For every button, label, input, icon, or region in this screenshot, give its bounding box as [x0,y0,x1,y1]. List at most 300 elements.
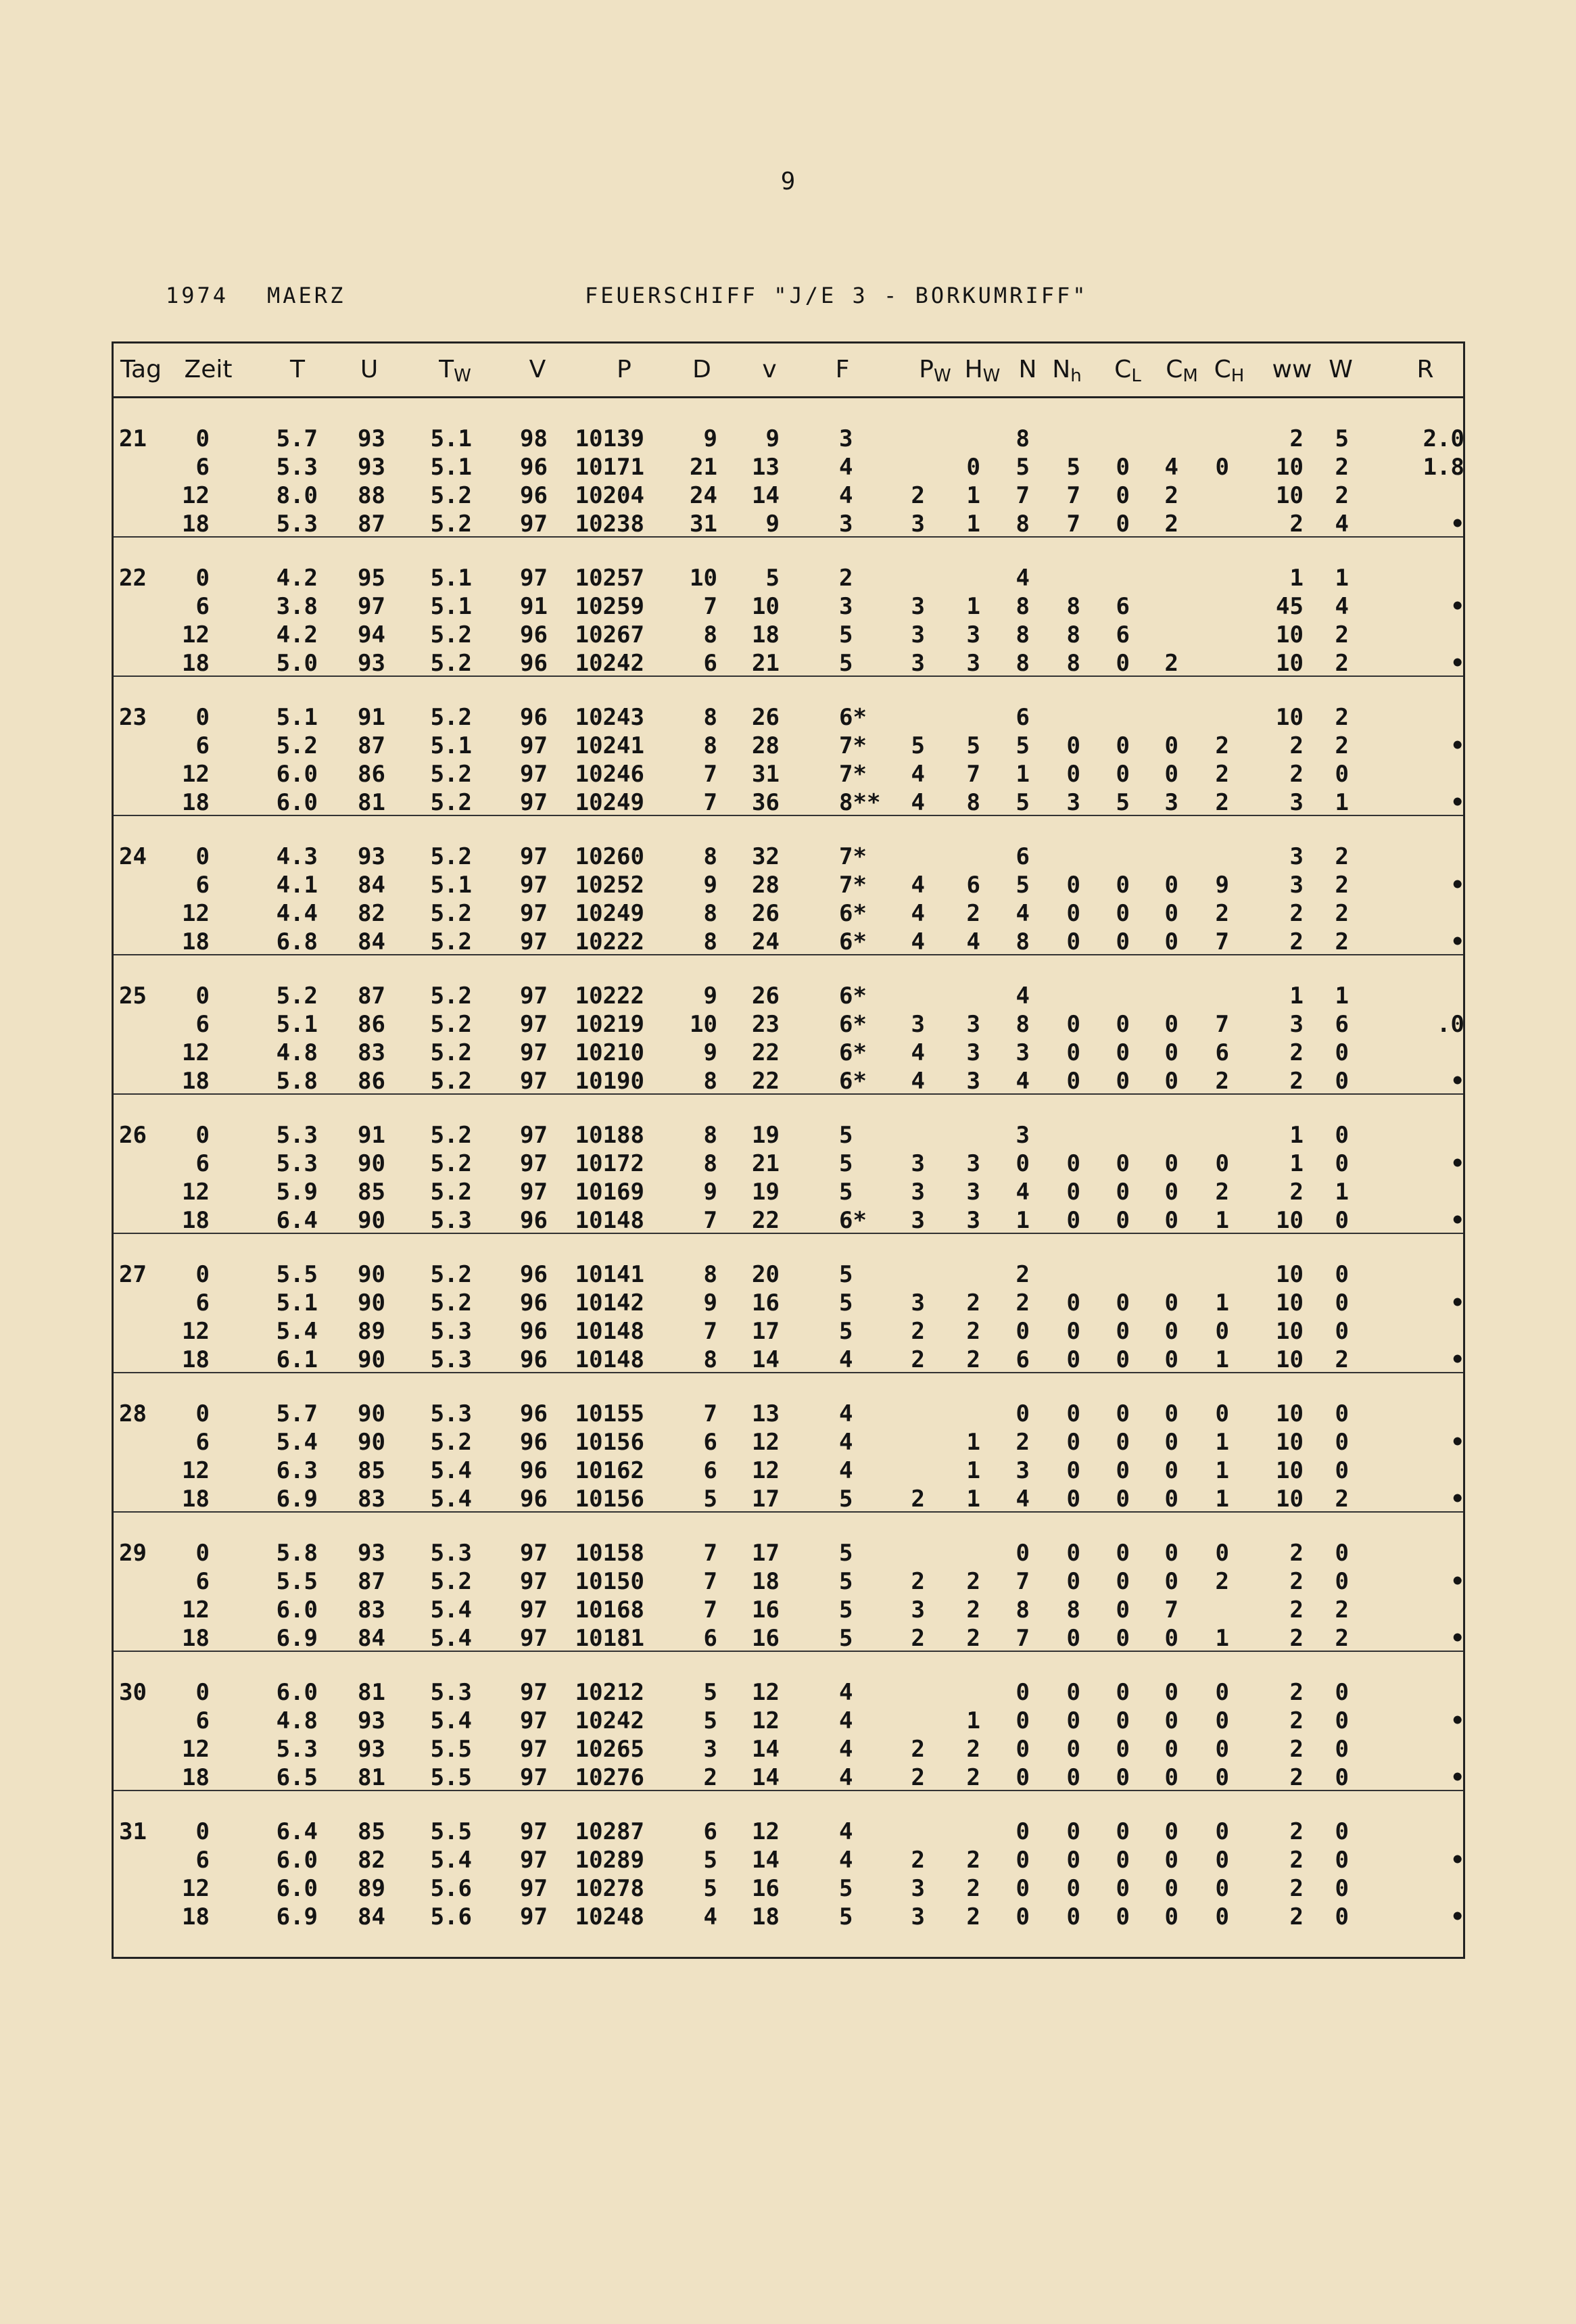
cell-d: 9 [703,1039,717,1066]
cell-ww: 2 [1289,1764,1304,1791]
cell-zeit: 6 [195,1429,210,1456]
cell-v: 97 [520,1764,548,1791]
cell-zeit: 6 [195,1568,210,1595]
col-r: R [1416,356,1434,383]
cell-v: 97 [520,872,548,899]
cell-hw: 2 [966,1736,980,1763]
col-pw-main: P [919,356,934,383]
cell-cl: 0 [1116,1736,1130,1763]
cell-tw: 5.4 [430,1847,472,1874]
cell-pw: 3 [911,1903,925,1930]
cell-hw: 1 [966,1429,980,1456]
cell-v: 97 [520,789,548,816]
cell-pw: 2 [911,482,925,509]
cell-t: 5.3 [276,1122,318,1149]
cell-w: 2 [1335,732,1349,759]
cell-vv: 22 [752,1039,780,1066]
cell-f: 3 [839,511,853,538]
cell-vv: 18 [752,621,780,648]
cell-zeit: 12 [182,1457,210,1484]
col-u: U [360,356,379,383]
cell-r: • [1450,1568,1464,1595]
cell-vv: 26 [752,704,780,731]
col-nh-main: N [1052,356,1071,383]
col-n: N [1018,356,1037,383]
cell-hw: 3 [966,1179,980,1206]
cell-u: 86 [358,761,385,788]
cell-v: 97 [520,1179,548,1206]
cell-p: 10260 [575,843,644,870]
cell-nh: 0 [1066,1289,1080,1317]
cell-vv: 16 [752,1625,780,1652]
cell-pw: 4 [911,1039,925,1066]
cell-pw: 4 [911,789,925,816]
cell-f: 6* [839,1039,867,1066]
cell-cm: 0 [1164,1486,1178,1513]
cell-d: 9 [703,1289,717,1317]
cell-d: 7 [703,1540,717,1567]
cell-tw: 5.2 [430,1122,472,1149]
cell-tw: 5.5 [430,1818,472,1845]
cell-p: 10139 [575,425,644,452]
cell-pw: 4 [911,872,925,899]
cell-p: 10242 [575,650,644,677]
cell-pw: 2 [911,1764,925,1791]
cell-nh: 0 [1066,1429,1080,1456]
cell-r: • [1450,1486,1464,1513]
cell-pw: 4 [911,1068,925,1095]
cell-ch: 2 [1215,761,1229,788]
cell-cl: 0 [1116,1289,1130,1317]
cell-vv: 14 [752,482,780,509]
cell-tw: 5.1 [430,425,472,452]
cell-nh: 0 [1066,1736,1080,1763]
cell-tw: 5.2 [430,482,472,509]
cell-u: 90 [358,1289,385,1317]
cell-n: 8 [1016,511,1030,538]
cell-d: 5 [703,1486,717,1513]
cell-hw: 3 [966,1068,980,1095]
cell-cm: 0 [1164,900,1178,927]
cell-pw: 2 [911,1736,925,1763]
cell-u: 89 [358,1875,385,1902]
cell-hw: 3 [966,1150,980,1177]
cell-vv: 17 [752,1318,780,1345]
cell-zeit: 12 [182,1179,210,1206]
cell-hw: 7 [966,761,980,788]
cell-f: 8** [839,789,881,816]
cell-f: 5 [839,1261,853,1288]
cell-w: 0 [1335,1568,1349,1595]
cell-v: 97 [520,511,548,538]
cell-f: 5 [839,621,853,648]
cell-p: 10150 [575,1568,644,1595]
cell-cl: 0 [1116,1429,1130,1456]
cell-u: 84 [358,1625,385,1652]
cell-nh: 0 [1066,1540,1080,1567]
cell-w: 0 [1335,1903,1349,1930]
table-row [114,1457,1463,1486]
cell-p: 10278 [575,1875,644,1902]
cell-cm: 0 [1164,1289,1178,1317]
cell-d: 9 [703,872,717,899]
cell-cl: 0 [1116,1068,1130,1095]
cell-tw: 5.3 [430,1400,472,1427]
cell-d: 2 [703,1764,717,1791]
column-header-row [114,343,1463,398]
cell-ww: 2 [1289,732,1304,759]
cell-ww: 2 [1289,1568,1304,1595]
cell-t: 6.8 [276,928,318,955]
cell-ch: 0 [1215,1847,1229,1874]
cell-v: 97 [520,982,548,1010]
cell-r: • [1450,1289,1464,1317]
cell-ch: 1 [1215,1429,1229,1456]
cell-d: 7 [703,1207,717,1234]
cell-w: 2 [1335,621,1349,648]
cell-u: 86 [358,1068,385,1095]
table-row [114,1179,1463,1207]
cell-r: • [1450,1903,1464,1930]
cell-p: 10246 [575,761,644,788]
cell-t: 6.4 [276,1207,318,1234]
cell-d: 9 [703,425,717,452]
cell-f: 4 [839,1457,853,1484]
cell-p: 10169 [575,1179,644,1206]
cell-cl: 0 [1116,1818,1130,1845]
cell-ww: 10 [1276,1346,1304,1373]
cell-w: 0 [1335,1818,1349,1845]
cell-ww: 3 [1289,872,1304,899]
cell-w: 2 [1335,1596,1349,1623]
day-tag: 21 [119,425,147,452]
cell-u: 90 [358,1207,385,1234]
cell-zeit: 6 [195,454,210,481]
cell-hw: 5 [966,732,980,759]
cell-nh: 0 [1066,732,1080,759]
cell-pw: 2 [911,1625,925,1652]
table-row [114,1625,1463,1653]
cell-f: 2 [839,565,853,592]
cell-hw: 4 [966,928,980,955]
cell-ww: 2 [1289,1039,1304,1066]
cell-cl: 0 [1116,1346,1130,1373]
cell-ch: 6 [1215,1039,1229,1066]
cell-f: 5 [839,1540,853,1567]
cell-nh: 0 [1066,1818,1080,1845]
cell-w: 0 [1335,1039,1349,1066]
cell-d: 8 [703,1346,717,1373]
cell-f: 7* [839,761,867,788]
cell-n: 0 [1016,1150,1030,1177]
table-row [114,1346,1463,1375]
cell-f: 5 [839,1318,853,1345]
cell-r: .0 [1437,1011,1464,1038]
cell-tw: 5.3 [430,1540,472,1567]
cell-zeit: 18 [182,1207,210,1234]
table-row [114,1679,1463,1707]
cell-p: 10238 [575,511,644,538]
cell-ww: 2 [1289,1903,1304,1930]
data-table [112,341,1465,1959]
cell-w: 0 [1335,1207,1349,1234]
cell-n: 7 [1016,1568,1030,1595]
cell-vv: 26 [752,900,780,927]
col-tag: Tag [120,356,162,383]
cell-zeit: 0 [195,843,210,870]
cell-t: 5.4 [276,1429,318,1456]
table-row [114,650,1463,678]
cell-ww: 2 [1289,1179,1304,1206]
cell-p: 10148 [575,1346,644,1373]
cell-u: 81 [358,1764,385,1791]
cell-w: 2 [1335,843,1349,870]
cell-cl: 0 [1116,1457,1130,1484]
cell-vv: 16 [752,1596,780,1623]
col-t: T [290,356,305,383]
cell-nh: 0 [1066,900,1080,927]
table-row [114,732,1463,761]
cell-u: 83 [358,1596,385,1623]
cell-d: 8 [703,621,717,648]
table-row [114,1540,1463,1568]
cell-f: 5 [839,1625,853,1652]
cell-zeit: 18 [182,1625,210,1652]
cell-p: 10148 [575,1318,644,1345]
table-row [114,482,1463,511]
cell-t: 5.3 [276,511,318,538]
cell-cl: 0 [1116,1486,1130,1513]
table-row [114,425,1463,454]
cell-ww: 2 [1289,1596,1304,1623]
cell-nh: 7 [1066,482,1080,509]
cell-f: 4 [839,1346,853,1373]
col-ch-main: C [1214,356,1231,383]
cell-t: 4.3 [276,843,318,870]
cell-ww: 2 [1289,1736,1304,1763]
cell-nh: 3 [1066,789,1080,816]
cell-cm: 0 [1164,1011,1178,1038]
cell-hw: 2 [966,1764,980,1791]
cell-u: 87 [358,982,385,1010]
cell-p: 10249 [575,789,644,816]
cell-d: 5 [703,1707,717,1734]
cell-ww: 10 [1276,650,1304,677]
col-d: D [692,356,711,383]
cell-r: • [1450,1625,1464,1652]
cell-pw: 3 [911,1207,925,1234]
cell-nh: 7 [1066,511,1080,538]
cell-w: 0 [1335,1764,1349,1791]
cell-hw: 2 [966,1346,980,1373]
cell-cm: 0 [1164,872,1178,899]
cell-w: 2 [1335,1486,1349,1513]
cell-p: 10141 [575,1261,644,1288]
cell-n: 3 [1016,1039,1030,1066]
cell-t: 5.7 [276,1400,318,1427]
cell-v: 97 [520,1625,548,1652]
cell-d: 8 [703,1150,717,1177]
cell-cm: 7 [1164,1596,1178,1623]
table-row [114,1289,1463,1318]
cell-cl: 0 [1116,1011,1130,1038]
cell-t: 8.0 [276,482,318,509]
cell-tw: 5.1 [430,454,472,481]
cell-tw: 5.1 [430,872,472,899]
table-row [114,1764,1463,1793]
cell-r: • [1450,789,1464,816]
cell-t: 6.9 [276,1903,318,1930]
cell-tw: 5.2 [430,900,472,927]
cell-t: 5.3 [276,1150,318,1177]
cell-nh: 8 [1066,650,1080,677]
col-zeit: Zeit [184,356,233,383]
cell-n: 0 [1016,1764,1030,1791]
cell-u: 91 [358,704,385,731]
day-group [114,955,1463,1095]
cell-d: 3 [703,1736,717,1763]
cell-cm: 0 [1164,1400,1178,1427]
cell-nh: 0 [1066,1150,1080,1177]
cell-cm: 0 [1164,1150,1178,1177]
day-tag: 29 [119,1540,147,1567]
cell-zeit: 6 [195,732,210,759]
col-ch [1214,356,1245,386]
col-f: F [835,356,850,383]
cell-t: 4.8 [276,1707,318,1734]
cell-d: 5 [703,1679,717,1706]
cell-nh: 0 [1066,1486,1080,1513]
cell-ww: 10 [1276,482,1304,509]
cell-tw: 5.3 [430,1207,472,1234]
day-group [114,677,1463,816]
cell-p: 10181 [575,1625,644,1652]
cell-tw: 5.1 [430,565,472,592]
table-row [114,565,1463,593]
cell-p: 10212 [575,1679,644,1706]
cell-n: 5 [1016,872,1030,899]
cell-ch: 0 [1215,1679,1229,1706]
cell-tw: 5.2 [430,511,472,538]
cell-v: 96 [520,1457,548,1484]
header-month: MAERZ [267,283,346,308]
cell-ch: 7 [1215,1011,1229,1038]
cell-w: 2 [1335,900,1349,927]
cell-n: 0 [1016,1540,1030,1567]
cell-vv: 23 [752,1011,780,1038]
cell-n: 2 [1016,1289,1030,1317]
cell-pw: 2 [911,1486,925,1513]
cell-ch: 1 [1215,1207,1229,1234]
cell-vv: 31 [752,761,780,788]
cell-f: 6* [839,1207,867,1234]
cell-vv: 14 [752,1764,780,1791]
cell-ch: 0 [1215,1764,1229,1791]
cell-u: 93 [358,1707,385,1734]
cell-hw: 2 [966,1568,980,1595]
cell-u: 90 [358,1346,385,1373]
cell-zeit: 12 [182,1736,210,1763]
cell-cl: 0 [1116,900,1130,927]
cell-ww: 2 [1289,511,1304,538]
cell-ww: 1 [1289,1122,1304,1149]
cell-ch: 9 [1215,872,1229,899]
cell-cl: 0 [1116,928,1130,955]
table-row [114,1736,1463,1764]
col-cm [1166,356,1198,386]
cell-ch: 0 [1215,1540,1229,1567]
cell-f: 4 [839,1679,853,1706]
table-row [114,1400,1463,1429]
col-tw [439,356,471,386]
table-row [114,843,1463,872]
cell-nh: 0 [1066,1400,1080,1427]
cell-ch: 2 [1215,789,1229,816]
cell-ww: 10 [1276,1318,1304,1345]
cell-n: 0 [1016,1903,1030,1930]
cell-n: 8 [1016,425,1030,452]
cell-vv: 20 [752,1261,780,1288]
cell-p: 10156 [575,1429,644,1456]
cell-pw: 3 [911,1150,925,1177]
cell-hw: 0 [966,454,980,481]
cell-cm: 0 [1164,1625,1178,1652]
cell-cl: 0 [1116,650,1130,677]
col-cl-sub: L [1131,366,1141,386]
cell-ch: 1 [1215,1486,1229,1513]
day-group [114,1791,1463,1929]
cell-w: 0 [1335,1122,1349,1149]
cell-cm: 2 [1164,482,1178,509]
cell-hw: 2 [966,1596,980,1623]
cell-u: 93 [358,1736,385,1763]
cell-p: 10171 [575,454,644,481]
cell-p: 10287 [575,1818,644,1845]
cell-d: 7 [703,1400,717,1427]
cell-v: 96 [520,482,548,509]
col-nh [1052,356,1081,386]
cell-nh: 5 [1066,454,1080,481]
cell-tw: 5.2 [430,1011,472,1038]
cell-n: 6 [1016,704,1030,731]
cell-d: 8 [703,843,717,870]
cell-cm: 0 [1164,1736,1178,1763]
cell-u: 95 [358,565,385,592]
col-ch-sub: H [1231,366,1245,386]
cell-cl: 0 [1116,482,1130,509]
cell-d: 6 [703,1625,717,1652]
cell-u: 94 [358,621,385,648]
col-hw-sub: W [982,366,1001,386]
cell-hw: 3 [966,621,980,648]
cell-nh: 8 [1066,1596,1080,1623]
cell-pw: 3 [911,621,925,648]
cell-t: 5.1 [276,1289,318,1317]
cell-r: • [1450,1346,1464,1373]
cell-hw: 2 [966,1875,980,1902]
cell-tw: 5.2 [430,650,472,677]
cell-w: 4 [1335,593,1349,620]
cell-nh: 0 [1066,928,1080,955]
cell-w: 0 [1335,1875,1349,1902]
cell-u: 93 [358,650,385,677]
cell-ch: 2 [1215,1179,1229,1206]
cell-p: 10248 [575,1903,644,1930]
cell-p: 10289 [575,1847,644,1874]
cell-zeit: 0 [195,1818,210,1845]
cell-n: 0 [1016,1679,1030,1706]
cell-t: 6.3 [276,1457,318,1484]
